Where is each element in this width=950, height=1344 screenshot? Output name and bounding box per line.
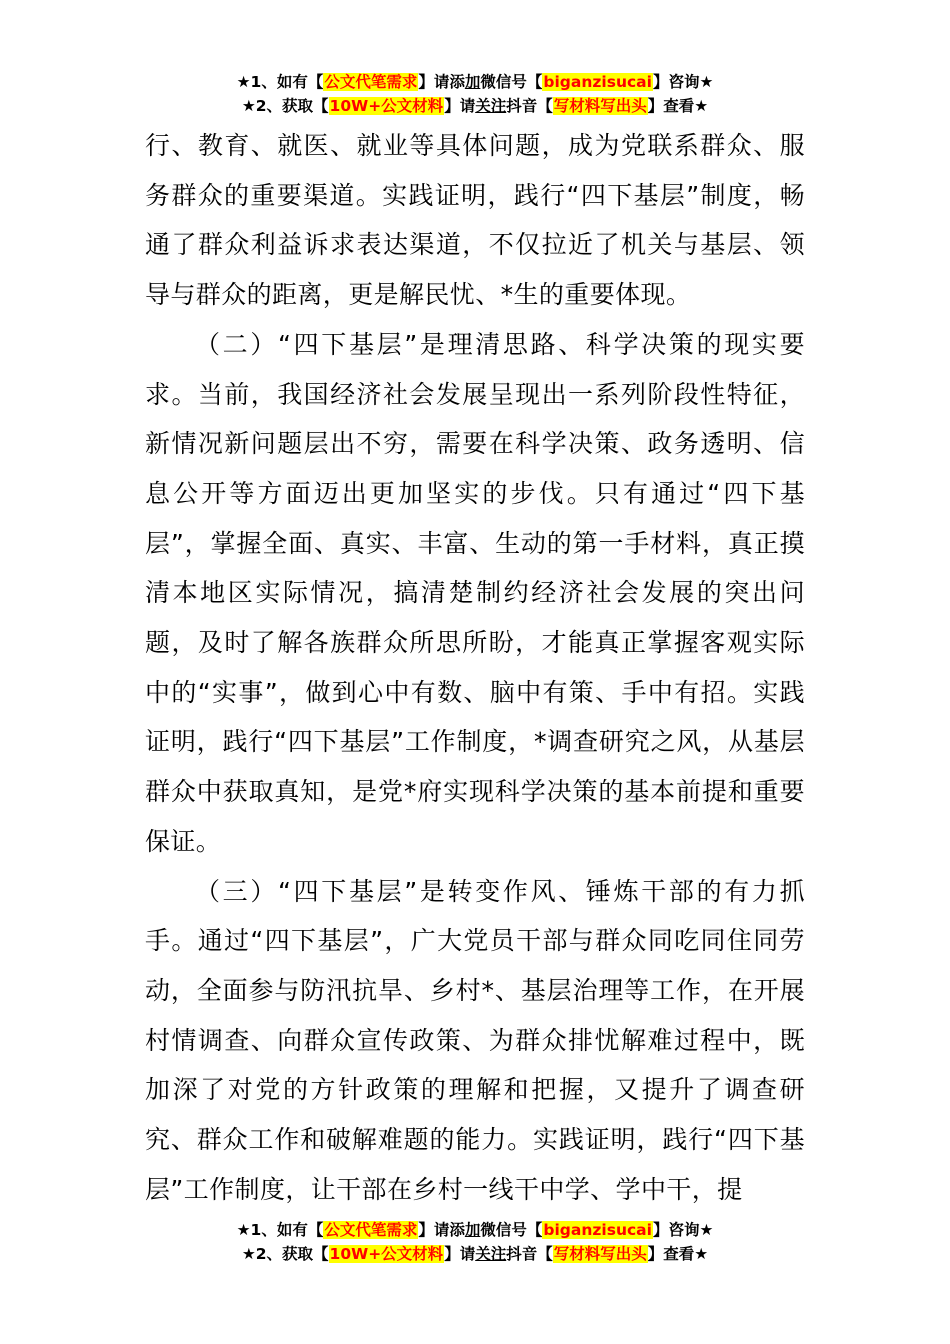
promo-text: 】查看★ [647, 97, 709, 115]
promo-highlight-materials: 10W+公文材料 [329, 97, 444, 115]
promo-text: 】查看★ [647, 1245, 709, 1263]
promo-text: ★1、如有【 [236, 73, 324, 91]
promo-underlined-text: 加 [464, 1221, 481, 1239]
body-paragraph-2: （二）“四下基层”是理清思路、科学决策的现实要求。当前，我国经济社会发展呈现出一系列阶段性特征，新情况新问题层出不穷，需要在科学决策、政务透明、信息公开等方面迈出更加坚实的步伐。只有通过“四下基层”，掌握全面、真实、丰富、生动的第一手材料，真正摸清本地区实际情况，搞清楚制约经济社会发展的突出问题，及时了解各族群众所思所盼，才能真正掌握客观实际中的“实事”，做到心中有数、脑中有策、手中有招。实践证明，践行“四下基层”工作制度，*调查研究之风，从基层群众中获取真知，是党*府实现科学决策的基本前提和重要保证。 [145, 329, 805, 856]
promo-text: 】请 [444, 1245, 476, 1263]
promo-text: 】请添 [418, 1221, 465, 1239]
promo-line-2 [0, 94, 950, 118]
promo-underlined-text: 关注 [475, 97, 507, 115]
promo-text: 抖音【 [506, 1245, 553, 1263]
promo-line-1 [0, 70, 950, 94]
promo-highlight-writing-service: 公文代笔需求 [324, 1221, 418, 1239]
body-paragraph-3: （三）“四下基层”是转变作风、锤炼干部的有力抓手。通过“四下基层”，广大党员干部与群众同吃同住同劳动，全面参与防汛抗旱、乡村*、基层治理等工作，在开展村情调查、向群众宣传政策、为群众排忧解难过程中，既加深了对党的方针政策的理解和把握，又提升了调查研究、群众工作和破解难题的能力。实践证明，践行“四下基层”工作制度，让干部在乡村一线干中学、学中干，提 [145, 876, 805, 1204]
promo-text: ★2、获取【 [241, 97, 329, 115]
promo-text: 】咨询★ [652, 73, 714, 91]
document-body [145, 121, 805, 1214]
promo-text: 】请 [444, 97, 476, 115]
promo-highlight-materials: 10W+公文材料 [329, 1245, 444, 1263]
promo-text: 抖音【 [506, 97, 553, 115]
promo-text: 微信号【 [480, 73, 543, 91]
promo-text: 】咨询★ [652, 1221, 714, 1239]
promo-underlined-text: 关注 [475, 1245, 507, 1263]
promo-text: ★2、获取【 [241, 1245, 329, 1263]
promo-text: 】请添 [418, 73, 465, 91]
top-promo-banner [0, 70, 950, 118]
promo-highlight-douyin-account: 写材料写出头 [553, 97, 647, 115]
promo-highlight-wechat-id: biganzisucai [543, 73, 652, 91]
body-paragraph-1: 行、教育、就医、就业等具体问题，成为党联系群众、服务群众的重要渠道。实践证明，践行“四下基层”制度，畅通了群众利益诉求表达渠道，不仅拉近了机关与基层、领导与群众的距离，更是解民忧、*生的重要体现。 [145, 131, 805, 310]
promo-text: ★1、如有【 [236, 1221, 324, 1239]
promo-underlined-text: 加 [464, 73, 481, 91]
promo-highlight-wechat-id: biganzisucai [543, 1221, 652, 1239]
promo-line-1 [0, 1218, 950, 1242]
promo-highlight-writing-service: 公文代笔需求 [324, 73, 418, 91]
bottom-promo-banner [0, 1218, 950, 1266]
promo-text: 微信号【 [480, 1221, 543, 1239]
promo-highlight-douyin-account: 写材料写出头 [553, 1245, 647, 1263]
promo-line-2 [0, 1242, 950, 1266]
